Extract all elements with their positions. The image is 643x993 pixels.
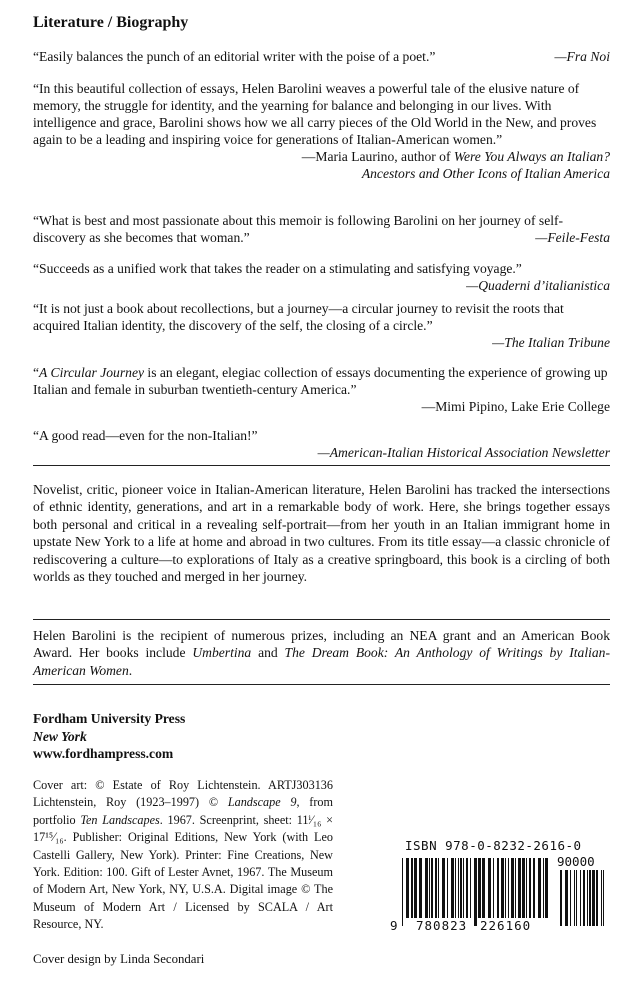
publisher-url: www.fordhampress.com: [33, 746, 174, 761]
quote-text: “A good read—even for the non-Italian!”: [33, 428, 258, 443]
publisher-block: [33, 710, 185, 763]
quote-open-mark: “: [33, 365, 40, 380]
review-quote-5: [33, 300, 610, 351]
divider: [33, 684, 610, 685]
quote-text: is an elegant, elegiac collection of essays documenting the experience of growing up Italian and female in suburban twentieth-century America.”: [33, 365, 608, 397]
quote-text: “Easily balances the punch of an editorial writer with the poise of a poet.”: [33, 49, 436, 64]
book-title: Umbertina: [192, 645, 252, 661]
publisher-city: New York: [33, 728, 87, 744]
barcode-bar: [431, 858, 433, 918]
quote-source: —The Italian Tribune: [492, 335, 610, 350]
barcode-bar: [508, 858, 509, 918]
barcode-bar: [518, 858, 521, 918]
quote-source: —American-Italian Historical Association Newsletter: [317, 445, 610, 460]
barcode-bar: [583, 870, 585, 926]
barcode-bar: [425, 858, 428, 918]
barcode-bar: [411, 858, 413, 918]
quote-source-prefix: —Maria Laurino, author of: [301, 149, 454, 164]
quote-text: “Succeeds as a unified work that takes the reader on a stimulating and satisfying voyage.”: [33, 261, 522, 276]
barcode-bar: [515, 858, 516, 918]
barcode-bar: [460, 858, 462, 918]
barcode-bar: [478, 858, 481, 918]
barcode-bar: [429, 858, 430, 918]
review-quote-4: [33, 260, 610, 294]
barcode-bar: [505, 858, 506, 918]
quote-text: “It is not just a book about recollections, but a journey—a circular journey to revisit the roots that acquired Italian identity, the discovery of the self, the closing of a circle.”: [33, 301, 564, 333]
barcode-digits-left: 780823: [416, 918, 468, 933]
barcode-bar: [580, 870, 581, 926]
book-description: [33, 481, 610, 585]
barcode-bar: [511, 858, 514, 918]
barcode-bar: [592, 870, 595, 926]
category-label: Literature / Biography: [33, 14, 189, 31]
barcode: [390, 854, 610, 933]
quote-source: —Quaderni d’italianistica: [466, 278, 610, 293]
barcode-bar: [442, 858, 445, 918]
quote-text: “In this beautiful collection of essays, Helen Barolini weaves a powerful tale of the elusive nature of memory, the struggle for identity, and the yearning for balance and belonging in our lives. With intelligence and grace, Barolini shows how we all carry pieces of the Old World in the New, and proves again to be a leading and inspiring voice for generations of Italian-American women.”: [33, 81, 597, 147]
barcode-bar: [545, 858, 548, 918]
barcode-bar: [565, 870, 568, 926]
barcode-bar: [438, 858, 439, 918]
bio-end: .: [128, 662, 133, 678]
review-quote-3: [33, 212, 610, 246]
barcode-bar: [501, 858, 504, 918]
barcode-bar: [482, 858, 485, 918]
quote-source-title-2: Ancestors and Other Icons of Italian America: [361, 166, 610, 181]
quote-source: [33, 148, 610, 165]
barcode-bar: [497, 858, 499, 918]
barcode-bar: [533, 858, 535, 918]
barcode-bar: [466, 858, 468, 918]
publisher-name: Fordham University Press: [33, 711, 186, 726]
barcode-bar: [574, 870, 575, 926]
barcode-bar: [414, 858, 417, 918]
barcode-bar: [603, 870, 604, 926]
bio-text: Helen Barolini is the recipient of numerous prizes, including an NEA grant and an American Book Award. Her books include: [33, 628, 610, 661]
bio-conjunction: and: [251, 645, 285, 661]
barcode-bar: [526, 858, 527, 918]
barcode-bar: [589, 870, 591, 926]
review-quote-2: [33, 80, 610, 182]
barcode-bar: [596, 870, 598, 926]
barcode-bar: [587, 870, 588, 926]
review-quote-7: [33, 427, 610, 461]
barcode-bar: [493, 858, 494, 918]
divider: [33, 465, 610, 466]
review-quote-6: [33, 364, 610, 415]
price-code: 90000: [557, 854, 595, 869]
credit-text: . 1967. Screenprint, sheet: 11ⁱ⁄₁₆ × 17¹⁵⁄₁₆. Publisher: Original Editions, New York (with Leo Castelli Gallery, New York). Printer: Fine Creations, New York. Edition: 100. Gift of Lester Avnet, 1967. The Museum of Modern Art, New York, NY, U.S.A. Digital image © The Museum of Modern Art / Licensed by SCALA / Art Resource, NY.: [33, 812, 333, 932]
artwork-title: Landscape 9: [227, 795, 297, 810]
barcode-bar: [435, 858, 437, 918]
barcode-bar: [470, 858, 471, 918]
barcode-bar: [543, 858, 544, 918]
quote-source: —Fra Noi: [554, 49, 610, 64]
barcode-bar: [458, 858, 459, 918]
barcode-bar: [570, 870, 571, 926]
quote-text: “What is best and most passionate about this memoir is following Barolini on her journey of self-discovery as she becomes that woman.”: [33, 213, 564, 245]
barcode-bar: [447, 858, 448, 918]
barcode-bar: [474, 858, 477, 926]
barcode-bar: [451, 858, 454, 918]
barcode-bar: [538, 858, 541, 918]
isbn-number: ISBN 978-0-8232-2616-0: [405, 838, 582, 853]
barcode-bar: [463, 858, 464, 918]
barcode-bar: [406, 858, 409, 918]
cover-art-credit: [33, 777, 333, 934]
barcode-bar: [529, 858, 531, 918]
barcode-bar: [522, 858, 525, 918]
author-bio: [33, 627, 610, 679]
barcode-bar: [402, 858, 403, 926]
book-title: The Dream Book: An Anthology of Writings by Italian-American Women: [33, 645, 610, 678]
barcode-bar: [576, 870, 577, 926]
divider: [33, 619, 610, 620]
quote-source-title: Were You Always an Italian?: [453, 149, 610, 164]
barcode-bar: [455, 858, 456, 918]
book-title: A Circular Journey: [39, 365, 145, 380]
cover-design-credit: Cover design by Linda Secondari: [33, 952, 205, 966]
credit-text: , from portfolio: [33, 795, 333, 827]
description-text: Novelist, critic, pioneer voice in Italian-American literature, Helen Barolini has tracked the intersections of ethnic identity, generations, and art in a remarkable body of work. Here, she brings together essays both personal and critical in a revealing self-portrait—from her youth in an Italian immigrant home in upstate New York to a life at home and abroad in two cultures. From its title essay—a classic chronicle of rediscovering a culture—to explorations of Italy as a creative springboard, this book is a circling of both worlds as they touched and merged in her journey.: [33, 482, 610, 585]
barcode-bar: [601, 870, 602, 926]
quote-source: —Mimi Pipino, Lake Erie College: [421, 399, 610, 414]
review-quote-1: [33, 48, 610, 65]
barcode-digits-right: 226160: [480, 918, 532, 933]
barcode-bar: [488, 858, 491, 918]
barcode-bar: [419, 858, 422, 918]
barcode-bar: [560, 870, 562, 926]
portfolio-title: Ten Landscapes: [80, 812, 160, 827]
barcode-lead-digit: 9: [390, 918, 398, 933]
quote-source: —Feile-Festa: [535, 230, 610, 245]
credit-text: Cover art: © Estate of Roy Lichtenstein. ARTJ303136 Lichtenstein, Roy (1923–1997) ©: [33, 778, 333, 810]
